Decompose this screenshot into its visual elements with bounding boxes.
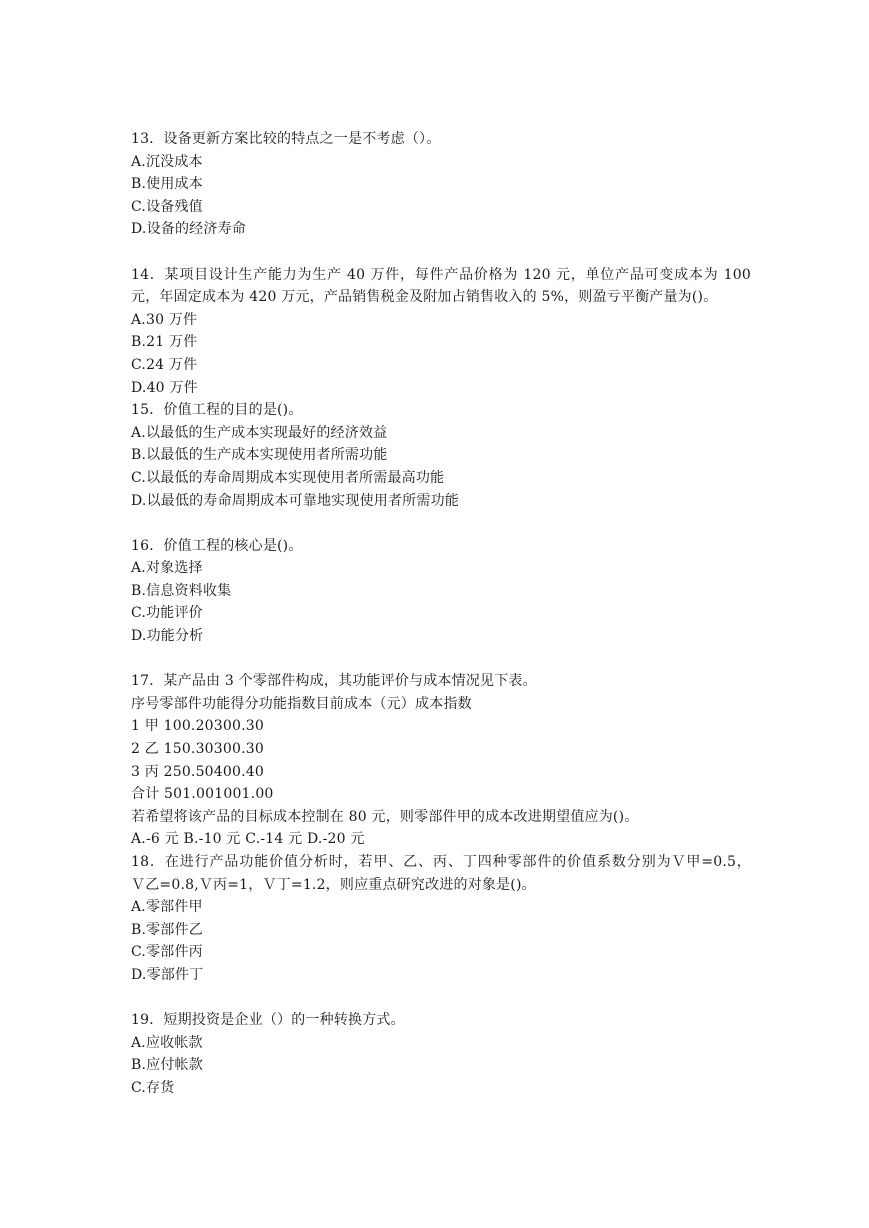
question-19-option-b: B.应付帐款: [131, 1057, 203, 1074]
question-18: [131, 851, 751, 987]
question-17-options: A.-6 元 B.-10 元 C.-14 元 D.-20 元: [131, 831, 365, 848]
question-14-option-d: D.40 万件: [131, 379, 198, 396]
question-14-option-a: A.30 万件: [131, 311, 198, 328]
question-17-table-total: 合计 501.001001.00: [131, 786, 274, 803]
question-16-stem: 16．价值工程的核心是()。: [131, 537, 303, 554]
question-17: [131, 670, 751, 851]
question-16-option-b: B.信息资料收集: [131, 582, 232, 599]
question-16-option-d: D.功能分析: [131, 628, 204, 645]
question-18-stem-line-2: Ｖ乙=0.8,Ｖ丙=1，Ｖ丁=1.2，则应重点研究改进的对象是()。: [131, 876, 536, 893]
question-13: [131, 128, 751, 241]
question-16: [131, 535, 751, 648]
question-15-option-d: D.以最低的寿命周期成本可靠地实现使用者所需功能: [131, 492, 459, 509]
question-15-option-c: C.以最低的寿命周期成本实现使用者所需最高功能: [131, 469, 445, 486]
question-16-option-a: A.对象选择: [131, 560, 203, 577]
question-18-stem-line-1: 18．在进行产品功能价值分析时，若甲、乙、丙、丁四种零部件的价值系数分别为Ｖ甲=0.5，: [131, 854, 751, 870]
question-18-option-c: C.零部件丙: [131, 944, 203, 961]
question-17-table-row: 1 甲 100.20300.30: [131, 718, 264, 735]
question-13-option-a: A.沉没成本: [131, 153, 203, 170]
question-17-stem: 17．某产品由 3 个零部件构成，其功能评价与成本情况见下表。: [131, 673, 537, 690]
question-19: [131, 1009, 751, 1099]
question-13-option-d: D.设备的经济寿命: [131, 221, 246, 238]
spacer: [131, 512, 751, 535]
spacer: [131, 987, 751, 1010]
document-content: [131, 128, 751, 1100]
spacer: [131, 241, 751, 264]
question-15-stem: 15．价值工程的目的是()。: [131, 402, 303, 419]
question-13-option-b: B.使用成本: [131, 176, 203, 193]
question-15-option-a: A.以最低的生产成本实现最好的经济效益: [131, 424, 388, 441]
question-15-option-b: B.以最低的生产成本实现使用者所需功能: [131, 447, 388, 464]
question-15: [131, 399, 751, 512]
question-16-option-c: C.功能评价: [131, 605, 203, 622]
question-19-option-a: A.应收帐款: [131, 1034, 203, 1051]
question-17-question: 若希望将该产品的目标成本控制在 80 元，则零部件甲的成本改进期望值应为()。: [131, 808, 639, 825]
question-18-option-b: B.零部件乙: [131, 921, 203, 938]
question-17-table-header: 序号零部件功能得分功能指数目前成本（元）成本指数: [131, 695, 472, 712]
question-13-option-c: C.设备残值: [131, 198, 203, 215]
question-19-option-c: C.存货: [131, 1079, 175, 1096]
question-14-option-c: C.24 万件: [131, 356, 198, 373]
question-14-stem-line-1: 14．某项目设计生产能力为生产 40 万件，每件产品价格为 120 元，单位产品可变成本为 100: [131, 266, 751, 283]
question-14: [131, 264, 751, 400]
question-14-option-b: B.21 万件: [131, 334, 198, 351]
spacer: [131, 648, 751, 671]
question-18-option-d: D.零部件丁: [131, 966, 204, 983]
question-18-option-a: A.零部件甲: [131, 899, 203, 916]
question-17-table-row: 3 丙 250.50400.40: [131, 763, 264, 780]
question-17-table-row: 2 乙 150.30300.30: [131, 741, 264, 758]
question-14-stem-line-2: 元，年固定成本为 420 万元，产品销售税金及附加占销售收入的 5%，则盈亏平衡产量为()。: [131, 289, 718, 306]
question-13-stem: 13．设备更新方案比较的特点之一是不考虑（）。: [131, 131, 441, 147]
question-19-stem: 19．短期投资是企业（）的一种转换方式。: [131, 1012, 405, 1029]
